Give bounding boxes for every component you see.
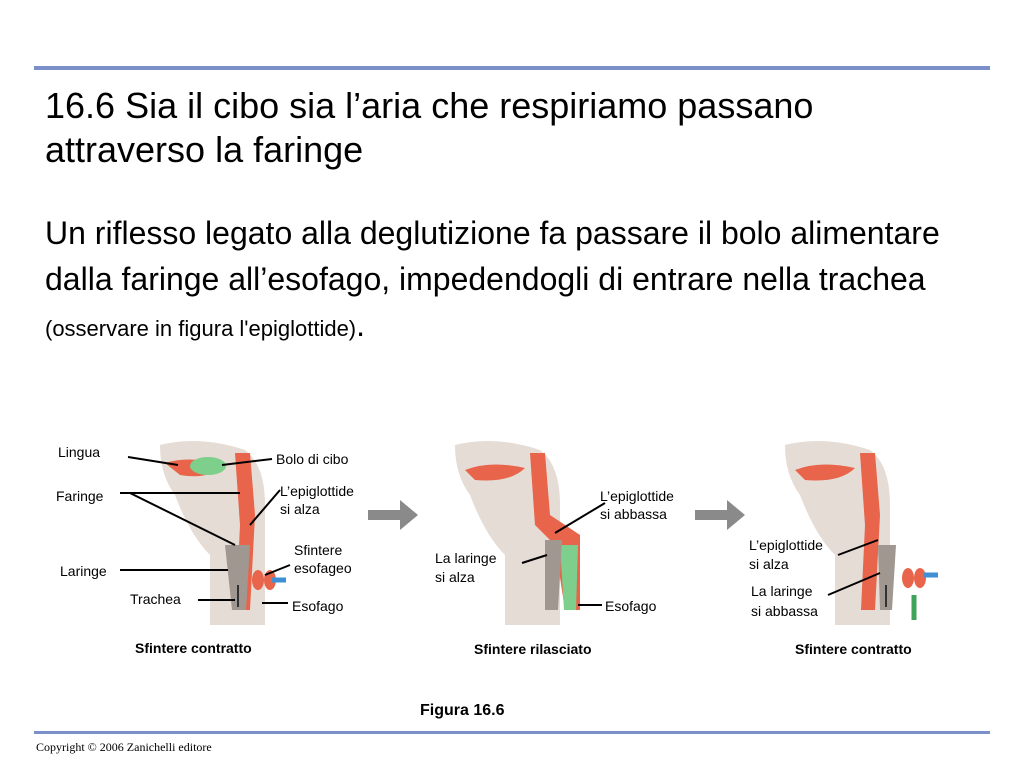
label-lingua: Lingua (58, 444, 101, 460)
body-main-text: Un riflesso legato alla deglutizione fa passare il bolo alimentare dalla faringe all’esofago, impedendogli di entrare nella trachea (45, 215, 940, 297)
label-sfintere-1a: Sfintere (294, 542, 343, 558)
bolus-1 (190, 457, 226, 475)
panel-2-drawing (455, 441, 605, 625)
label-laringe-2a: La laringe (435, 550, 497, 566)
label-epiglottide-1a: L’epiglottide (280, 483, 354, 499)
label-laringe-3b: si abbassa (751, 603, 818, 619)
slide-title: 16.6 Sia il cibo sia l’aria che respiriamo passano attraverso la faringe (45, 85, 814, 170)
label-epiglottide-1b: si alza (280, 501, 320, 517)
progress-arrow-2 (695, 500, 745, 530)
label-epiglottide-2a: L’epiglottide (600, 488, 674, 504)
label-epiglottide-3b: si alza (749, 556, 789, 572)
label-laringe-3a: La laringe (751, 583, 813, 599)
bottom-divider (34, 731, 990, 734)
top-divider (34, 66, 990, 70)
label-faringe: Faringe (56, 488, 104, 504)
caption-panel-3: Sfintere contratto (795, 641, 912, 657)
bolus-2 (560, 545, 578, 610)
caption-panel-1: Sfintere contratto (135, 640, 252, 656)
figure-caption: Figura 16.6 (420, 702, 505, 719)
slide-body (45, 210, 965, 352)
caption-panel-2: Sfintere rilasciato (474, 641, 592, 657)
body-note-text: (osservare in figura l'epiglottide) (45, 316, 357, 341)
label-trachea: Trachea (130, 591, 181, 607)
swallowing-figure (50, 435, 990, 665)
sphincter-1a (252, 570, 264, 590)
label-epiglottide-2b: si abbassa (600, 506, 667, 522)
sphincter-3b (914, 568, 926, 588)
label-sfintere-1b: esofageo (294, 560, 352, 576)
anatomy-illustration (50, 435, 990, 665)
copyright-notice: Copyright © 2006 Zanichelli editore (36, 740, 212, 754)
label-epiglottide-3a: L’epiglottide (749, 537, 823, 553)
label-laringe-2b: si alza (435, 569, 475, 585)
body-end-text: . (356, 307, 366, 343)
label-esofago-2: Esofago (605, 598, 657, 614)
label-laringe: Laringe (60, 563, 107, 579)
label-bolo-di-cibo: Bolo di cibo (276, 451, 349, 467)
progress-arrow-1 (368, 500, 418, 530)
label-esofago-1: Esofago (292, 598, 344, 614)
sphincter-3a (902, 568, 914, 588)
